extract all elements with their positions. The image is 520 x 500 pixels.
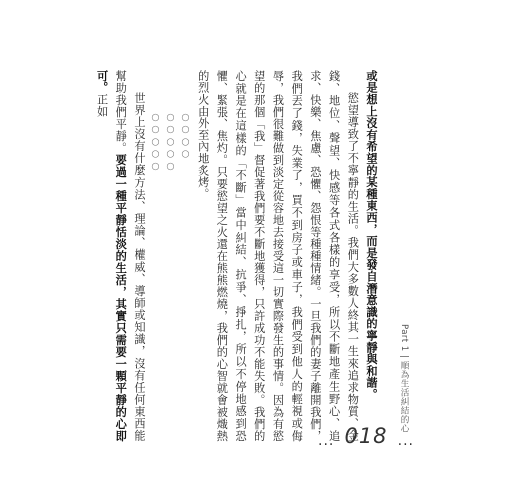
paragraph-3-tail: 正如 bbox=[95, 93, 109, 118]
ornament-line-1: ○○○○ bbox=[179, 112, 191, 161]
page-number: 018 bbox=[344, 424, 388, 448]
part-label: Part 1 bbox=[399, 324, 409, 352]
page-folio bbox=[318, 424, 414, 449]
folio-ellipsis-right: ... bbox=[397, 433, 414, 449]
running-header bbox=[398, 324, 410, 433]
folio-ellipsis-left: ... bbox=[318, 433, 335, 449]
paragraph-2 bbox=[193, 70, 361, 442]
paragraph-2-text: 慾望導致了不寧靜的生活。我們大多數人終其一生來追求物質、金錢、地位、聲望、快感等各式各樣的享受，所以不斷地產生野心、追求、快樂、焦慮、恐懼、怨恨等種種情緒。一旦我們的妻子離開我們，我們丟了錢，失業了，買不到房子或車子，我們受到他人的輕視或侮辱，我們很難做到淡定從容地去接受這一切實際發生的事情。因為有慾望的那個「我」督促著我們要不斷地獲得，只許成功不能失敗。我們的心就是在這樣的「不斷」當中糾結、抗爭、掙扎，所以不停地感到恐懼、緊張、焦灼。只要慾望之火還在熊熊燃燒，我們的心智就會被熾熱的烈火由外至內地炙烤。 bbox=[196, 70, 360, 442]
paragraph-3-emphasis: 要過一種平靜恬淡的生活，其實只需要一顆平靜的心即可。 bbox=[95, 70, 128, 442]
chapter-title: 順為生活糾結的心 bbox=[399, 361, 409, 434]
header-separator: | bbox=[399, 354, 409, 359]
paragraph-3-text: 世界上沒有什麼方法、理論、權威、導師或知識，沒有任何東西能幫助我們平靜。 bbox=[114, 70, 146, 442]
paragraph-1-text: 或是想上沒有希望的某種東西，而是發自潛意識的寧靜與和諧。 bbox=[365, 70, 378, 401]
ornament-circles bbox=[148, 70, 193, 442]
paragraph-1 bbox=[361, 70, 380, 442]
body-text bbox=[95, 70, 380, 442]
ornament-line-2: ○○○○○ bbox=[164, 112, 176, 173]
paragraph-3 bbox=[92, 70, 148, 442]
ornament-line-3: ○○○○○ bbox=[149, 112, 161, 173]
